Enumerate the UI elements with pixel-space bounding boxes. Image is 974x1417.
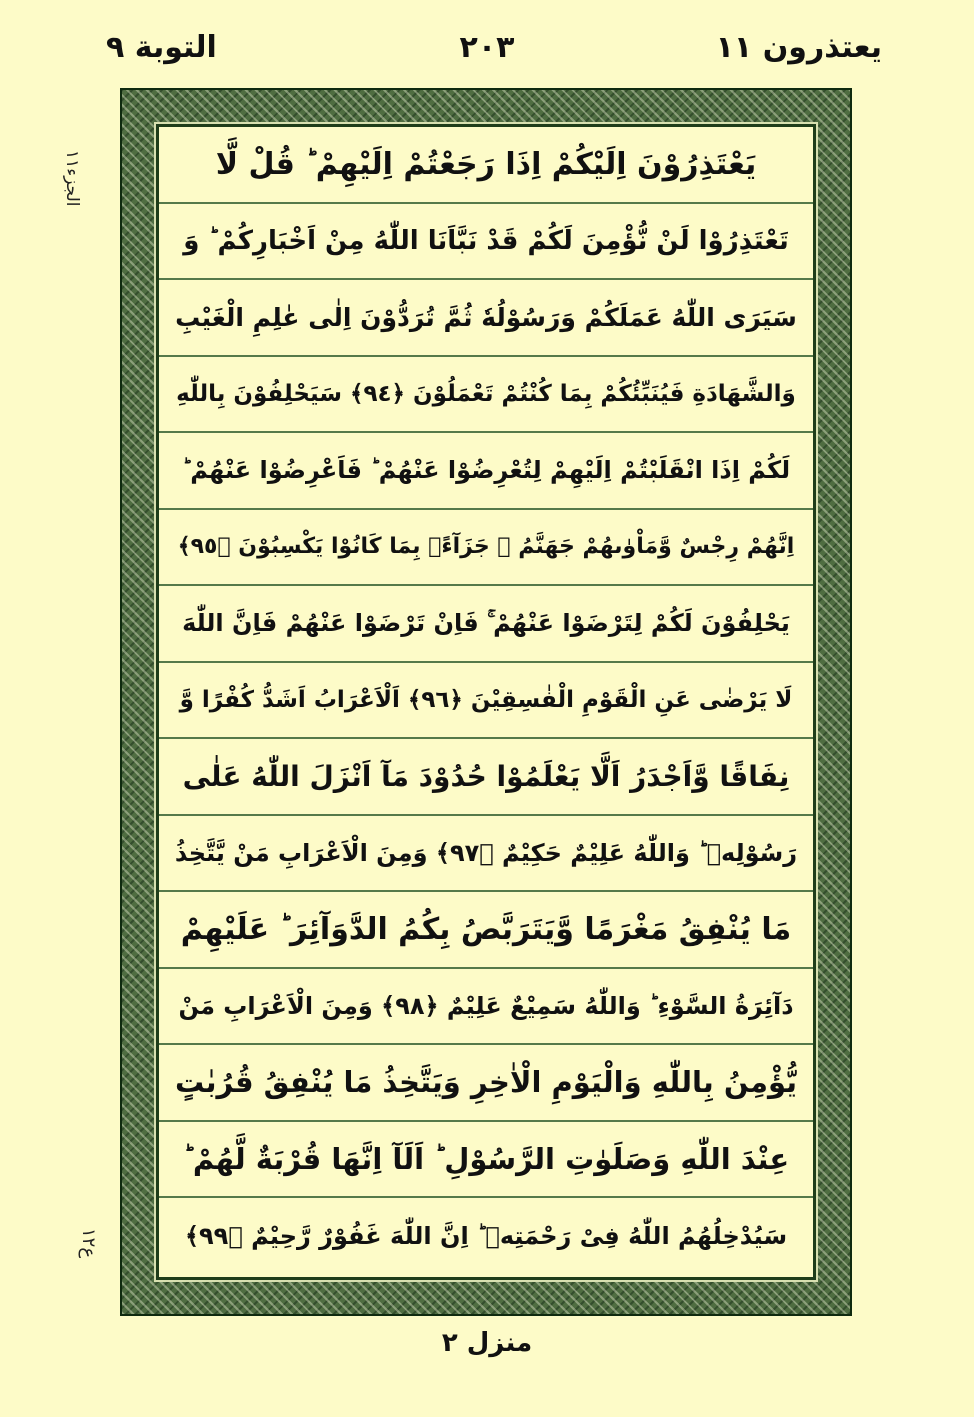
verse-line-text: يُّؤْمِنُ بِاللّٰهِ وَالْيَوْمِ الْاٰخِرِ وَيَتَّخِذُ مَا يُنْفِقُ قُرُبٰتٍ [174,1065,798,1100]
text-line [159,969,813,1046]
verse-line-text: وَالشَّهَادَةِ فَيُنَبِّئُكُمْ بِمَا كُنْتُمْ تَعْمَلُوْنَ ﴿٩٤﴾ سَيَحْلِفُوْنَ بِاللّٰهِ [176,380,796,407]
verse-line-text: مَا يُنْفِقُ مَغْرَمًا وَّيَتَرَبَّصُ بِكُمُ الدَّوَآئِرَ ؕ عَلَيْهِمْ [180,911,792,947]
side-ruku-marker: ع١٢ [78,1228,99,1259]
verse-line-text: اِنَّهُمْ رِجْسٌ وَّمَاْوٰىهُمْ جَهَنَّمُ ۚ جَزَآءًۢ بِمَا كَانُوْا يَكْسِبُوْنَ ﴿٩٥﴾ [177,534,795,560]
verse-line-text: رَسُوْلِهٖ ؕ وَاللّٰهُ عَلِيْمٌ حَكِيْمٌ ﴿٩٧﴾ وَمِنَ الْاَعْرَابِ مَنْ يَّتَّخِذُ [174,838,798,867]
verse-line-text: يَحْلِفُوْنَ لَكُمْ لِتَرْضَوْا عَنْهُمْ ۚ فَاِنْ تَرْضَوْا عَنْهُمْ فَاِنَّ اللّٰهَ [182,609,790,638]
text-panel [156,124,816,1280]
header-para-name: يعتذرون ١١ [715,30,882,65]
header-surah-name: التوبة ٩ [106,30,217,65]
text-line [159,816,813,893]
text-line [159,204,813,281]
side-juz-label: الجزء١١ [62,150,82,207]
text-line [159,663,813,740]
verse-line-text: سَيُدْخِلُهُمُ اللّٰهُ فِىْ رَحْمَتِهٖ ؕ اِنَّ اللّٰهَ غَفُوْرٌ رَّحِيْمٌ ﴿٩٩﴾ [184,1222,788,1251]
verse-line-text: عِنْدَ اللّٰهِ وَصَلَوٰتِ الرَّسُوْلِ ؕ اَلَآ اِنَّهَا قُرْبَةٌ لَّهُمْ ؕ [182,1141,790,1176]
page-number: ٢٠٣ [459,30,515,65]
verse-line-text: سَيَرَى اللّٰهُ عَمَلَكُمْ وَرَسُوْلُهٗ ثُمَّ تُرَدُّوْنَ اِلٰى عٰلِمِ الْغَيْبِ [175,302,797,332]
text-line [159,510,813,587]
verse-line-text: دَآئِرَةُ السَّوْءِ ؕ وَاللّٰهُ سَمِيْعٌ عَلِيْمٌ ﴿٩٨﴾ وَمِنَ الْاَعْرَابِ مَنْ [178,991,794,1020]
text-line [159,1122,813,1199]
verse-line-text: لَا يَرْضٰى عَنِ الْقَوْمِ الْفٰسِقِيْنَ ﴿٩٦﴾ اَلْاَعْرَابُ اَشَدُّ كُفْرًا وَّ [179,686,793,713]
text-line [159,892,813,969]
verse-line-text: لَكُمْ اِذَا انْقَلَبْتُمْ اِلَيْهِمْ لِتُعْرِضُوْا عَنْهُمْ ؕ فَاَعْرِضُوْا عَنْهُمْ ؕ [181,456,791,485]
text-line [159,357,813,434]
text-line [159,1198,813,1275]
text-line [159,1045,813,1122]
text-line [159,280,813,357]
verse-line-text: نِفَاقًا وَّاَجْدَرُ اَلَّا يَعْلَمُوْا حُدُوْدَ مَآ اَنْزَلَ اللّٰهُ عَلٰى [182,759,790,793]
text-line [159,127,813,204]
verse-line-text: يَعْتَذِرُوْنَ اِلَيْكُمْ اِذَا رَجَعْتُمْ اِلَيْهِمْ ؕ قُلْ لَّا [215,146,757,182]
verse-line-text: تَعْتَذِرُوْا لَنْ نُّؤْمِنَ لَكُمْ قَدْ نَبَّاَنَا اللّٰهُ مِنْ اَخْبَارِكُمْ ؕ وَ [183,225,789,256]
manzil-footer: منزل ٢ [441,1328,533,1358]
text-line [159,433,813,510]
text-line [159,739,813,816]
text-line [159,586,813,663]
